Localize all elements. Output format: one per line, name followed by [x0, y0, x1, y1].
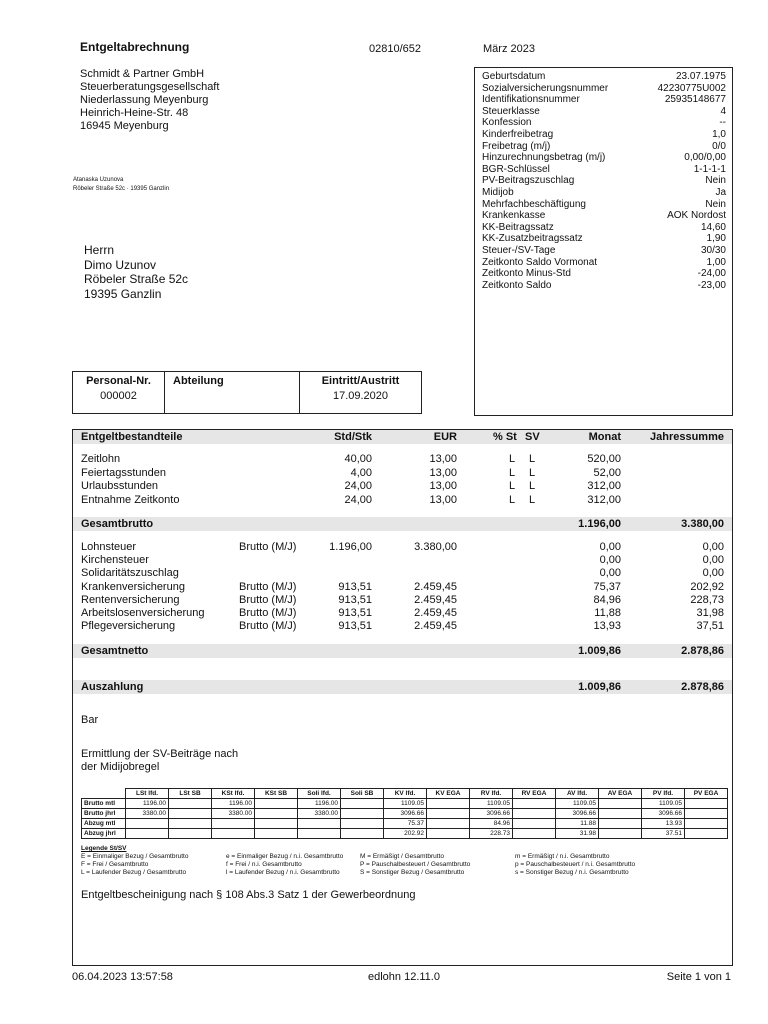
deduction-row — [73, 593, 732, 606]
sv-cell — [255, 799, 298, 809]
earning-st: L — [509, 466, 516, 479]
sv-cell: 1109.05 — [556, 799, 599, 809]
sv-header-corner — [82, 789, 126, 799]
recipient-line: Herrn — [84, 243, 115, 257]
document-title: Entgeltabrechnung — [80, 40, 190, 54]
recipient-address — [84, 243, 188, 301]
legend-title: Legende St/SV — [81, 845, 127, 852]
sv-header-cell: KSt SB — [255, 789, 298, 799]
info-row — [482, 280, 726, 292]
sv-header-cell: Soli SB — [341, 789, 384, 799]
info-label: Identifikationsnummer — [482, 94, 580, 106]
deduction-month: 0,00 — [599, 567, 621, 580]
info-value: 14,60 — [700, 221, 726, 233]
info-value: Ja — [715, 187, 726, 198]
header-month: Monat — [588, 431, 621, 443]
earning-st: L — [509, 493, 516, 506]
earning-name: Zeitlohn — [81, 453, 121, 465]
net-total-row — [73, 644, 732, 658]
personnel-nr-column — [73, 372, 165, 413]
earning-row — [73, 452, 732, 465]
legend-item: F = Frei / Gesamtbrutto — [81, 861, 149, 868]
info-label: Zeitkonto Minus-Std — [482, 268, 571, 280]
earning-row — [73, 479, 732, 492]
midijob-note-line: Ermittlung der SV-Beiträge nach — [81, 748, 239, 760]
sv-cell — [513, 799, 556, 809]
sv-cell: 84.96 — [470, 819, 513, 829]
legend-item: m = Ermäßigt / n.i. Gesamtbrutto — [515, 853, 610, 860]
sv-header-cell: LSt SB — [169, 789, 212, 799]
info-row — [482, 71, 726, 83]
payout-year: 2.878,86 — [681, 681, 724, 693]
info-value: Nein — [705, 198, 726, 210]
sv-header-cell: Soli lfd. — [298, 789, 341, 799]
info-value: 4 — [720, 105, 726, 117]
sv-cell: 1109.05 — [642, 799, 685, 809]
sv-cell — [169, 829, 212, 839]
deduction-year: 37,51 — [696, 620, 724, 633]
sv-cell — [126, 829, 169, 839]
payment-method: Bar — [81, 714, 99, 726]
deduction-basis-year: 2.459,45 — [414, 580, 457, 593]
earning-hours: 4,00 — [350, 466, 372, 479]
sv-cell — [599, 829, 642, 839]
legend-item: L = Laufender Bezug / Gesamtbrutto — [81, 869, 187, 876]
sv-contribution-table — [81, 788, 728, 839]
deduction-basis-year: 2.459,45 — [414, 593, 457, 606]
earning-name: Entnahme Zeitkonto — [81, 493, 180, 506]
sv-cell: 1196.00 — [212, 799, 255, 809]
sv-cell: 1196.00 — [298, 799, 341, 809]
sv-cell: 75.37 — [384, 819, 427, 829]
sv-cell — [427, 799, 470, 809]
company-line: Steuerberatungsgesellschaft — [80, 81, 220, 93]
sv-cell: 3380.00 — [298, 809, 341, 819]
sv-cell: 1196.00 — [126, 799, 169, 809]
sv-row — [82, 809, 728, 819]
payout-month: 1.009,86 — [578, 681, 621, 693]
earning-eur: 13,00 — [429, 466, 457, 479]
info-label: Zeitkonto Saldo Vormonat — [482, 256, 598, 268]
info-value: 1,0 — [712, 129, 726, 140]
earning-month: 312,00 — [587, 480, 621, 492]
company-line: Schmidt & Partner GmbH — [80, 68, 205, 80]
entry-exit-column — [300, 372, 421, 413]
info-value: -23,00 — [697, 279, 726, 291]
deduction-row — [73, 580, 732, 593]
sv-header-cell: AV lfd. — [556, 789, 599, 799]
info-label: PV-Beitragszuschlag — [482, 175, 575, 187]
info-value: 1-1-1-1 — [693, 163, 726, 175]
gross-label: Gesamtbrutto — [81, 518, 154, 530]
sv-cell — [169, 799, 212, 809]
gross-total-row — [73, 517, 732, 531]
company-address — [80, 68, 219, 133]
net-year: 2.878,86 — [681, 645, 724, 657]
sv-header-cell: PV lfd. — [642, 789, 685, 799]
earning-month: 520,00 — [587, 453, 621, 465]
sv-cell — [427, 829, 470, 839]
sender-line: Röbeler Straße 52c · 19395 Ganzlin — [73, 186, 170, 192]
earning-st: L — [509, 453, 516, 465]
company-line: 16945 Meyenburg — [80, 120, 169, 132]
header-component: Entgeltbestandteile — [81, 431, 183, 443]
deduction-row — [73, 540, 732, 553]
deduction-basis: Brutto (M/J) — [239, 620, 297, 633]
footer-software: edlohn 12.11.0 — [368, 971, 440, 983]
deduction-name: Krankenversicherung — [81, 580, 185, 593]
legend-item: l = Laufender Bezug / n.i. Gesamtbrutto — [226, 869, 340, 876]
deduction-basis: Brutto (M/J) — [239, 607, 297, 619]
deduction-basis-month: 913,51 — [338, 580, 372, 593]
info-value: -24,00 — [697, 268, 726, 280]
deduction-name: Kirchensteuer — [81, 554, 149, 567]
sv-cell: 3096.66 — [556, 809, 599, 819]
info-value: 30/30 — [700, 245, 726, 256]
info-value: 1,90 — [706, 233, 726, 245]
info-row — [482, 94, 726, 106]
sv-header-cell: PV EGA — [685, 789, 728, 799]
sv-cell: 3380.00 — [212, 809, 255, 819]
info-label: Steuerklasse — [482, 105, 540, 117]
sv-cell — [298, 829, 341, 839]
sender-address — [73, 176, 169, 194]
info-row — [482, 129, 726, 141]
earning-row — [73, 493, 732, 506]
legend-item: E = Einmaliger Bezug / Gesamtbrutto — [81, 853, 189, 860]
sv-cell — [341, 799, 384, 809]
sv-row-label: Brutto jhrl — [82, 809, 126, 819]
deduction-year: 0,00 — [702, 554, 724, 567]
info-row — [482, 257, 726, 269]
info-value: 0,00/0,00 — [684, 152, 726, 164]
info-row — [482, 222, 726, 234]
deduction-basis: Brutto (M/J) — [239, 541, 297, 553]
info-row — [482, 141, 726, 153]
sv-header-cell: RV EGA — [513, 789, 556, 799]
info-label: Kinderfreibetrag — [482, 129, 554, 140]
midijob-note — [81, 748, 238, 774]
entry-exit-value: 17.09.2020 — [332, 390, 389, 402]
deduction-month: 0,00 — [599, 554, 621, 567]
earning-month: 312,00 — [587, 493, 621, 506]
info-label: Midijob — [482, 187, 514, 198]
earning-sv: L — [529, 453, 536, 465]
payout-row — [73, 680, 732, 694]
sv-cell — [255, 829, 298, 839]
deduction-basis: Brutto (M/J) — [239, 580, 297, 593]
sv-header-cell: KSt lfd. — [212, 789, 255, 799]
info-label: KK-Zusatzbeitragssatz — [482, 233, 583, 245]
info-value: 25935148677 — [664, 94, 726, 106]
deduction-row — [73, 566, 732, 579]
sv-cell: 3380.00 — [126, 809, 169, 819]
info-label: Hinzurechnungsbetrag (m/j) — [482, 152, 606, 164]
deduction-basis-month: 913,51 — [338, 607, 372, 619]
sv-header-cell: LSt lfd. — [126, 789, 169, 799]
sender-line: Atanaska Uzunova — [73, 177, 124, 183]
info-value: 23.07.1975 — [675, 71, 726, 82]
recipient-line: Dimo Uzunov — [84, 257, 157, 272]
info-label: Mehrfachbeschäftigung — [482, 198, 586, 210]
deduction-name: Solidaritätszuschlag — [81, 567, 179, 580]
sv-cell — [685, 809, 728, 819]
info-row — [482, 199, 726, 211]
earning-sv: L — [529, 493, 536, 506]
info-row — [482, 117, 726, 129]
legend-item: e = Einmaliger Bezug / n.i. Gesamtbrutto — [226, 853, 344, 860]
sv-row — [82, 799, 728, 809]
earning-row — [73, 466, 732, 479]
recipient-line: 19395 Ganzlin — [84, 286, 162, 301]
earning-name: Urlaubsstunden — [81, 480, 159, 492]
sv-cell — [255, 819, 298, 829]
info-value: AOK Nordost — [667, 210, 726, 222]
info-label: Zeitkonto Saldo — [482, 279, 552, 291]
sv-header-row — [82, 789, 728, 799]
header-sv: SV — [525, 431, 540, 443]
info-row — [482, 268, 726, 280]
personnel-box — [72, 371, 422, 414]
employee-info-box — [474, 67, 733, 416]
sv-cell — [298, 819, 341, 829]
deduction-basis-year: 3.380,00 — [414, 541, 457, 553]
info-label: Freibetrag (m/j) — [482, 140, 551, 152]
sv-cell — [169, 819, 212, 829]
sv-cell — [341, 819, 384, 829]
info-row — [482, 187, 726, 199]
earning-month: 52,00 — [593, 466, 621, 479]
sv-cell: 1109.05 — [384, 799, 427, 809]
legend-item: M = Ermäßigt / Gesamtbrutto — [360, 853, 444, 860]
deduction-row — [73, 619, 732, 632]
recipient-line: Röbeler Straße 52c — [84, 272, 189, 286]
header-eur: EUR — [433, 431, 457, 443]
sv-cell — [341, 809, 384, 819]
sv-cell: 37.51 — [642, 829, 685, 839]
deduction-basis-year: 2.459,45 — [414, 607, 457, 619]
gross-month: 1.196,00 — [578, 518, 621, 530]
sv-cell — [513, 829, 556, 839]
legend-item: S = Sonstiger Bezug / Gesamtbrutto — [360, 869, 465, 876]
sv-header-cell: KV EGA — [427, 789, 470, 799]
info-label: Konfession — [482, 117, 532, 129]
info-label: BGR-Schlüssel — [482, 163, 550, 175]
deduction-row — [73, 606, 732, 619]
info-row — [482, 106, 726, 118]
sv-cell: 202.92 — [384, 829, 427, 839]
sv-header-cell: KV lfd. — [384, 789, 427, 799]
sv-cell — [685, 819, 728, 829]
earning-sv: L — [529, 466, 536, 479]
earning-eur: 13,00 — [429, 453, 457, 465]
deduction-month: 75,37 — [593, 580, 621, 593]
sv-cell: 1109.05 — [470, 799, 513, 809]
sv-cell: 3096.66 — [642, 809, 685, 819]
company-line: Heinrich-Heine-Str. 48 — [80, 107, 189, 119]
header-hours: Std/Stk — [334, 431, 372, 443]
deduction-name: Rentenversicherung — [81, 593, 180, 606]
sv-cell — [126, 819, 169, 829]
deduction-month: 84,96 — [593, 593, 621, 606]
earning-hours: 24,00 — [344, 480, 372, 492]
sv-row-label: Brutto mtl — [82, 799, 126, 809]
header-year: Jahressumme — [650, 431, 724, 443]
earning-name: Feiertagsstunden — [81, 466, 166, 479]
sv-cell: 228.73 — [470, 829, 513, 839]
sv-cell: 3096.66 — [384, 809, 427, 819]
sv-cell — [599, 819, 642, 829]
department-column — [165, 372, 300, 413]
sv-cell: 3096.66 — [470, 809, 513, 819]
personnel-nr-value: 000002 — [100, 390, 137, 402]
deduction-month: 0,00 — [599, 541, 621, 553]
info-label: Steuer-/SV-Tage — [482, 245, 556, 256]
table-header-row — [73, 430, 732, 444]
deduction-basis-month: 1.196,00 — [329, 541, 372, 553]
info-row — [482, 245, 726, 257]
deduction-name: Pflegeversicherung — [81, 620, 176, 633]
legend-grid — [81, 853, 675, 876]
deduction-year: 0,00 — [702, 541, 724, 553]
info-value: 0/0 — [712, 140, 726, 152]
info-row — [482, 175, 726, 187]
company-line: Niederlassung Meyenburg — [80, 94, 209, 106]
deduction-row — [73, 553, 732, 566]
payroll-table — [72, 429, 733, 966]
net-label: Gesamtnetto — [81, 645, 149, 657]
info-row — [482, 210, 726, 222]
info-value: Nein — [705, 175, 726, 187]
deduction-basis-month: 913,51 — [338, 620, 372, 633]
legend-item: p = Pauschalbesteuert / n.i. Gesamtbrutto — [515, 861, 636, 868]
personnel-nr-label: Personal-Nr. — [86, 375, 151, 387]
earning-hours: 40,00 — [344, 453, 372, 465]
deduction-name: Lohnsteuer — [81, 541, 137, 553]
deduction-month: 13,93 — [593, 620, 621, 633]
info-value: -- — [719, 117, 726, 129]
sv-cell — [513, 819, 556, 829]
footer-timestamp: 06.04.2023 13:57:58 — [72, 971, 173, 983]
sv-cell: 11.88 — [556, 819, 599, 829]
sv-cell — [212, 819, 255, 829]
header-pct-st: % St — [493, 431, 517, 443]
department-label: Abteilung — [173, 375, 224, 387]
info-label: Sozialversicherungsnummer — [482, 82, 609, 94]
sv-cell — [427, 809, 470, 819]
legend-item: s = Sonstiger Bezug / n.i. Gesamtbrutto — [515, 869, 629, 876]
earning-sv: L — [529, 480, 536, 492]
sv-cell — [427, 819, 470, 829]
legend-item: P = Pauschalbesteuert / Gesamtbrutto — [360, 861, 471, 868]
sv-row-label: Abzug mtl — [82, 819, 126, 829]
deduction-basis-year: 2.459,45 — [414, 620, 457, 633]
deduction-year: 31,98 — [696, 607, 724, 619]
sv-row-label: Abzug jhrl — [82, 829, 126, 839]
earning-eur: 13,00 — [429, 480, 457, 492]
deduction-name: Arbeitslosenversicherung — [81, 607, 205, 619]
net-month: 1.009,86 — [578, 645, 621, 657]
sv-header-cell: RV lfd. — [470, 789, 513, 799]
earning-st: L — [509, 480, 516, 492]
sv-cell — [212, 829, 255, 839]
info-row — [482, 152, 726, 164]
gross-year: 3.380,00 — [681, 518, 724, 530]
sv-cell — [685, 799, 728, 809]
sv-cell — [341, 829, 384, 839]
info-row — [482, 233, 726, 245]
info-value: 1,00 — [706, 256, 726, 268]
document-number: 02810/652 — [369, 43, 421, 55]
deduction-year: 228,73 — [690, 593, 724, 606]
deduction-month: 11,88 — [594, 607, 621, 619]
sv-row — [82, 819, 728, 829]
earning-hours: 24,00 — [344, 493, 372, 506]
sv-cell — [599, 809, 642, 819]
info-value: 42230775U002 — [657, 82, 726, 94]
certification-note: Entgeltbescheinigung nach § 108 Abs.3 Satz 1 der Gewerbeordnung — [81, 889, 416, 901]
footer-page: Seite 1 von 1 — [666, 971, 731, 983]
sv-cell — [169, 809, 212, 819]
deduction-year: 0,00 — [702, 567, 724, 580]
payout-label: Auszahlung — [81, 681, 144, 693]
entry-exit-label: Eintritt/Austritt — [321, 375, 400, 387]
info-row — [482, 164, 726, 176]
sv-cell: 31.98 — [556, 829, 599, 839]
sv-cell — [513, 809, 556, 819]
midijob-note-line: der Midijobregel — [81, 761, 160, 773]
info-row — [482, 83, 726, 95]
sv-cell — [599, 799, 642, 809]
info-label: Krankenkasse — [482, 210, 546, 222]
billing-period: März 2023 — [483, 43, 535, 55]
legend-item: f = Frei / n.i. Gesamtbrutto — [226, 861, 302, 868]
sv-cell: 13.93 — [642, 819, 685, 829]
sv-row — [82, 829, 728, 839]
sv-cell — [255, 809, 298, 819]
deduction-basis-month: 913,51 — [338, 593, 372, 606]
legend — [81, 845, 675, 876]
info-label: Geburtsdatum — [482, 71, 546, 82]
info-label: KK-Beitragssatz — [482, 221, 554, 233]
sv-header-cell: AV EGA — [599, 789, 642, 799]
earning-eur: 13,00 — [429, 493, 457, 506]
deduction-basis: Brutto (M/J) — [239, 593, 297, 606]
sv-cell — [685, 829, 728, 839]
deduction-year: 202,92 — [690, 580, 724, 593]
